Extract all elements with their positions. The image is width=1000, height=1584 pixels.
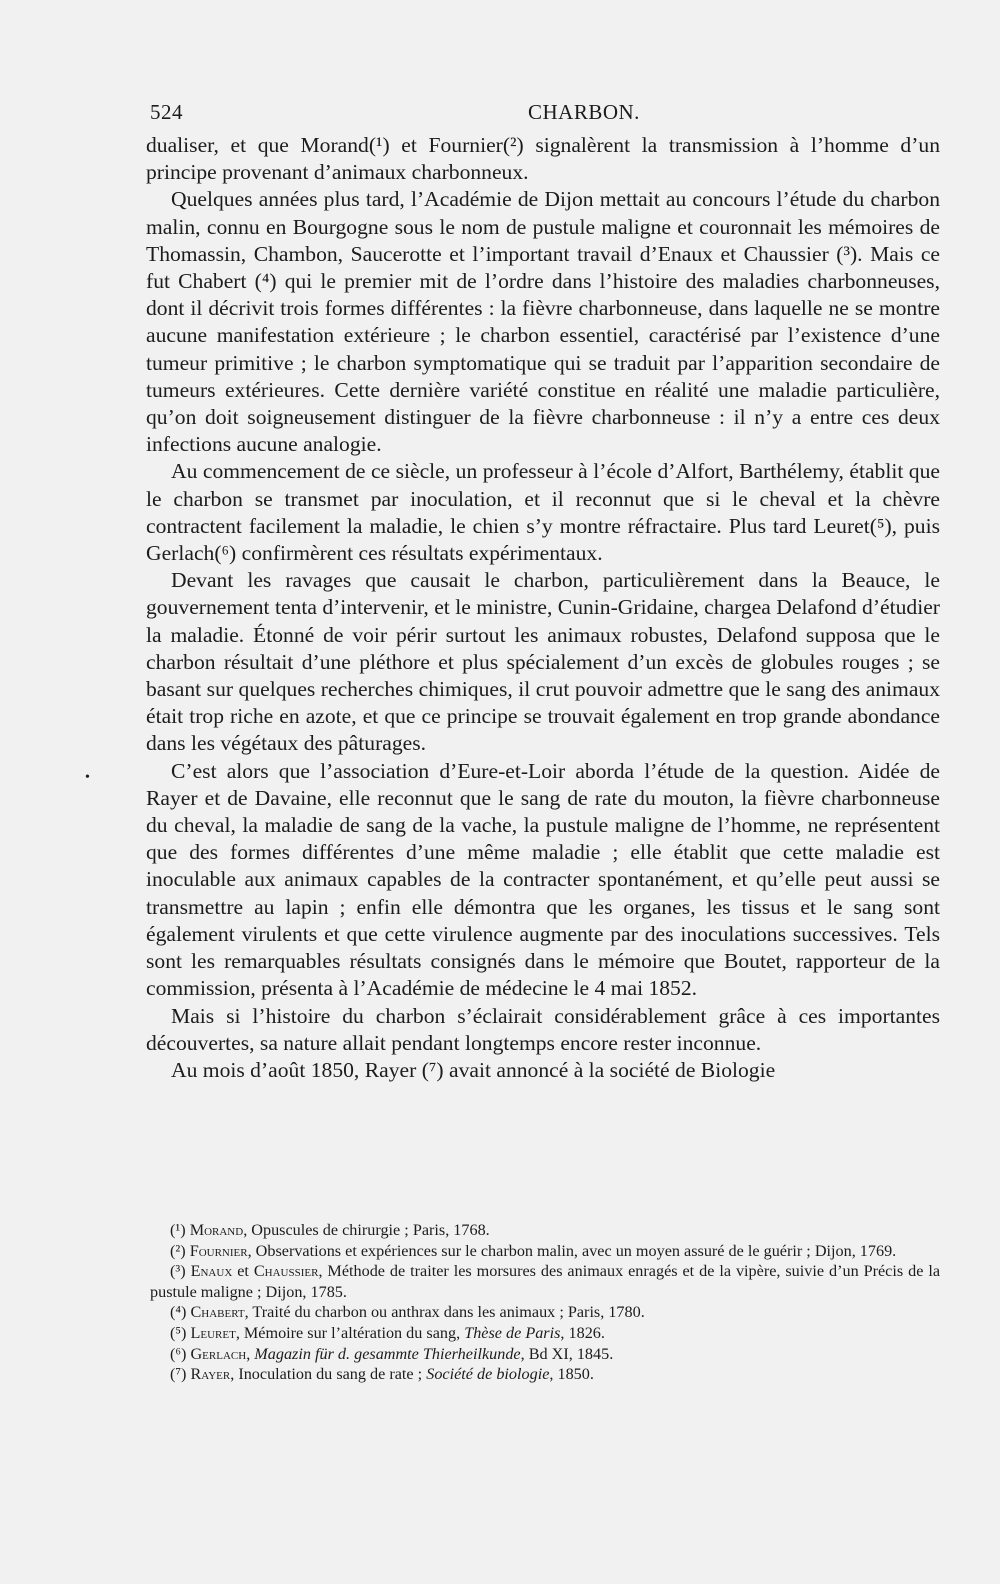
paragraph: Devant les ravages que causait le charbon, particulièrement dans la Beauce, le gouvernement tenta d’intervenir, et le ministre, Cunin-Gridaine, chargea Delafond d’étudier la maladie. Étonné de voir périr surtout les animaux robustes, Delafond supposa que le charbon résultait d’une pléthore et plus spécialement d’un excès de globules rouges ; se basant sur quelques recherches chimiques, il crut pouvoir admettre que le sang des animaux était trop riche en azote, et que ce principe se trouvait également en trop grande abondance dans les végétaux des pâturages. [146,568,940,756]
footnote: (²) Fournier, Observations et expériences sur le charbon malin, avec un moyen assuré de le guérir ; Dijon, 1769. [170,1241,897,1260]
footnote: (⁷) Rayer, Inoculation du sang de rate ; Société de biologie, 1850. [170,1365,594,1384]
margin-dot: • [85,770,90,785]
paragraph: Au commencement de ce siècle, un professeur à l’école d’Alfort, Barthélemy, établit que le charbon se transmet par inoculation, et il reconnut que si le cheval et la chèvre contractent facilement la maladie, le chien s’y montre réfractaire. Plus tard Leuret(⁵), puis Gerlach(⁶) confirmèrent ces résultats expérimentaux. [146,459,940,566]
footnote: (⁵) Leuret, Mémoire sur l’altération du sang, Thèse de Paris, 1826. [170,1323,605,1342]
footnote: (⁶) Gerlach, Magazin für d. gesammte Thierheilkunde, Bd XI, 1845. [170,1344,614,1363]
paragraph: Quelques années plus tard, l’Académie de Dijon mettait au concours l’étude du charbon malin, connu en Bourgogne sous le nom de pustule maligne et couronnait les mémoires de Thomassin, Chambon, Saucerotte et l’important travail d’Enaux et Chaussier (³). Mais ce fut Chabert (⁴) qui le premier mit de l’ordre dans l’histoire des maladies charbonneuses, dont il décrivit trois formes différentes : la fièvre charbonneuse, dans laquelle ne se montre aucune manifestation extérieure ; le charbon essentiel, caractérisé par l’existence d’une tumeur primitive ; le charbon symptomatique qui se traduit par l’apparition secondaire de tumeurs extérieures. Cette dernière variété constitue en réalité une maladie particulière, qu’on doit soigneusement distinguer de la fièvre charbonneuse : il n’y a entre ces deux infections aucune analogie. [146,187,940,457]
footnote: (³) Enaux et Chaussier, Méthode de traiter les morsures des animaux enragés et de la vipère, suivie d’un Précis de la pustule maligne ; Dijon, 1785. [150,1262,941,1301]
footnote: (⁴) Chabert, Traité du charbon ou anthrax dans les animaux ; Paris, 1780. [170,1303,645,1322]
paragraph: C’est alors que l’association d’Eure-et-Loir aborda l’étude de la question. Aidée de Rayer et de Davaine, elle reconnut que le sang de rate du mouton, la fièvre charbonneuse du cheval, la maladie de sang de la vache, la pustule maligne de l’homme, ne représentent que des formes différentes d’une même maladie ; elle établit que cette maladie est inoculable aux animaux capables de la contracter spontanément, et qu’elle peut aussi se transmettre au lapin ; enfin elle démontra que les organes, les tissus et le sang sont également virulents et que cette virulence augmente par des inoculations successives. Tels sont les remarquables résultats consignés dans le mémoire que Boutet, rapporteur de la commission, présenta à l’Académie de médecine le 4 mai 1852. [146,758,940,1001]
running-head: CHARBON. [528,100,640,124]
page-number: 524 [150,100,183,124]
body-text [146,132,940,1084]
paragraph: Mais si l’histoire du charbon s’éclairait considérablement grâce à ces importantes découvertes, sa nature allait pendant longtemps encore rester inconnue. [146,1003,940,1055]
paragraph: Au mois d’août 1850, Rayer (⁷) avait annoncé à la société de Biologie [171,1057,776,1082]
page-header [150,100,940,130]
footnote: (¹) Morand, Opuscules de chirurgie ; Paris, 1768. [170,1221,490,1239]
footnotes [150,1220,940,1385]
paragraph: dualiser, et que Morand(¹) et Fournier(²) signalèrent la transmission à l’homme d’un principe provenant d’animaux charbonneux. [146,133,940,185]
